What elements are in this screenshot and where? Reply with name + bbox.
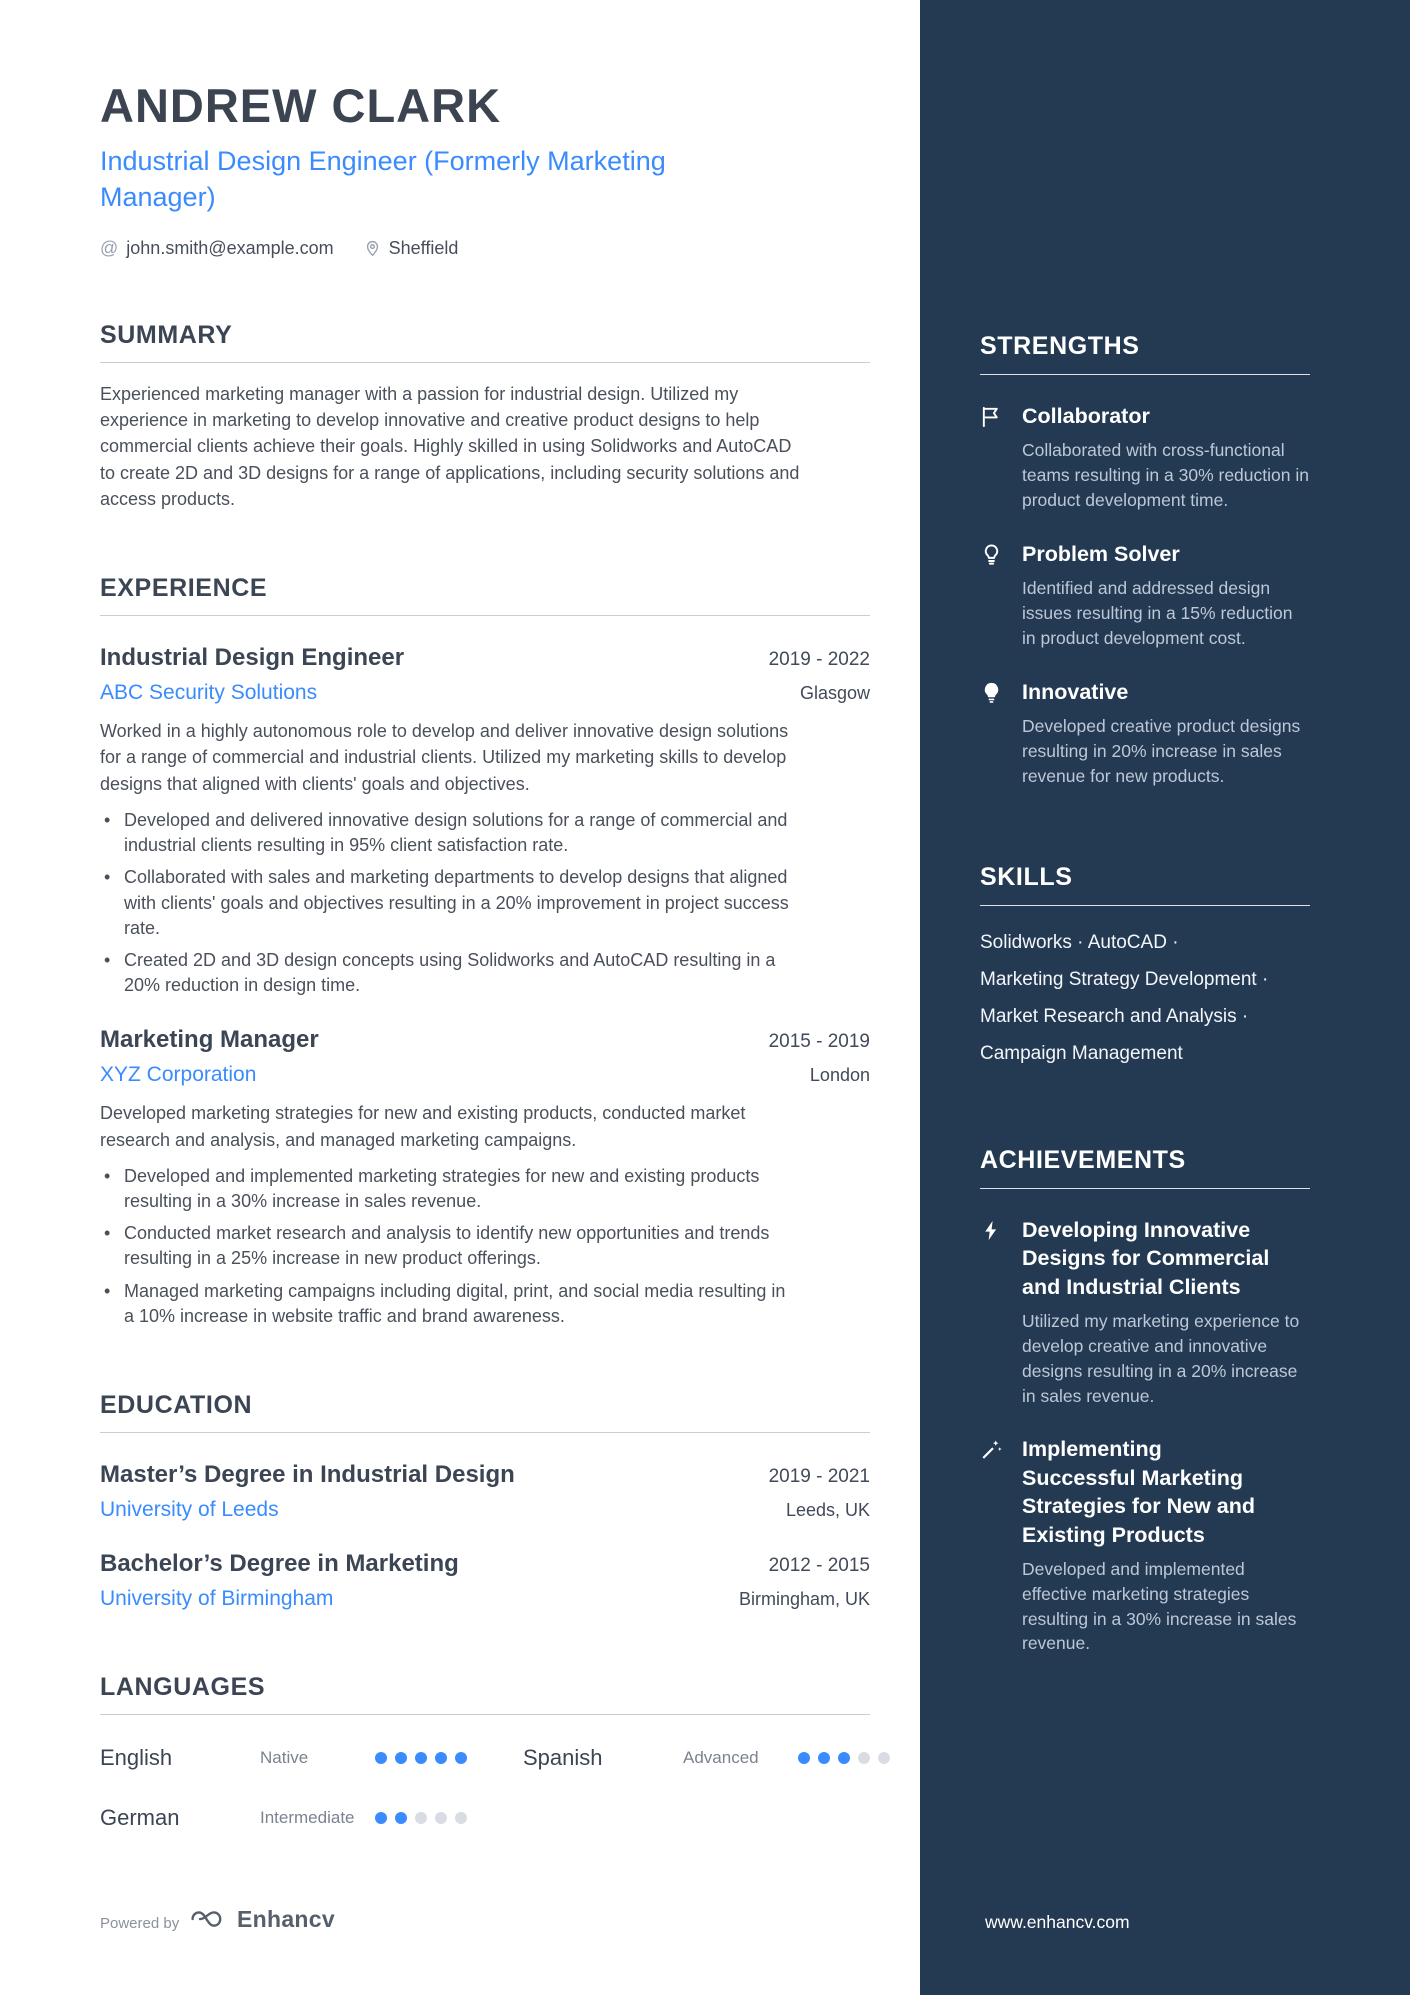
school-link[interactable]: University of Birmingham (100, 1586, 334, 1610)
at-icon: @ (100, 237, 119, 258)
strength-text: Collaborated with cross-functional teams resulting in a 30% reduction in product development time. (1022, 440, 1309, 511)
achievements-heading: ACHIEVEMENTS (980, 1146, 1310, 1189)
job-dates: 2019 - 2022 (768, 649, 870, 671)
strength-body (1022, 678, 1310, 789)
contact-row (100, 238, 870, 259)
strength-body (1022, 540, 1310, 651)
entry-head (100, 1026, 870, 1054)
innovation-icon (980, 678, 1022, 789)
level-dot (878, 1752, 890, 1764)
summary-text: Experienced marketing manager with a passion for industrial design. Utilized my experience in marketing to develop innovative and creative product designs to help commercial clients achieve their goals. Highly skilled in using Solidworks and AutoCAD to create 2D and 3D designs for a range of applications, including security solutions and access products. (100, 383, 800, 509)
level-dot (435, 1752, 447, 1764)
bolt-icon (980, 1216, 1022, 1409)
language-level: Native (260, 1747, 309, 1767)
achievement-item (980, 1216, 1310, 1409)
level-dot (858, 1752, 870, 1764)
level-dot (435, 1812, 447, 1824)
level-dot (395, 1812, 407, 1824)
achievement-text: Developed and implemented effective marketing strategies resulting in a 30% increase in sales revenue. (1022, 1558, 1297, 1654)
achievements-section (980, 1146, 1310, 1656)
skill-item: Market Research and Analysis · (980, 1005, 1249, 1027)
footer (0, 1906, 1410, 1940)
skill-item: Marketing Strategy Development · (980, 968, 1269, 990)
strength-item (980, 402, 1310, 513)
level-dot (415, 1812, 427, 1824)
lightbulb-icon (980, 540, 1022, 651)
skill-item: AutoCAD · (1087, 931, 1179, 953)
headline-title: Industrial Design Engineer (Formerly Marketing Manager) (100, 146, 666, 213)
summary-section (100, 321, 870, 512)
sidebar-content (920, 0, 1410, 1656)
education-entry (100, 1550, 870, 1611)
company-link[interactable]: ABC Security Solutions (100, 681, 318, 705)
language-name: English (100, 1744, 173, 1770)
email[interactable] (100, 238, 334, 259)
strength-title: Collaborator (1022, 404, 1150, 428)
header (100, 78, 870, 259)
language-name: Spanish (523, 1744, 603, 1770)
achievement-body (1022, 1435, 1310, 1656)
experience-section (100, 574, 870, 1329)
entry-sub (100, 1063, 870, 1087)
entry-head (100, 1461, 870, 1489)
level-dot (838, 1752, 850, 1764)
wand-icon (980, 1435, 1022, 1656)
languages-section (100, 1673, 870, 1831)
education-location: Birmingham, UK (738, 1588, 870, 1609)
job-title: Marketing Manager (100, 1026, 319, 1054)
job-title: Industrial Design Engineer (100, 644, 405, 672)
strength-text: Developed creative product designs resulting in 20% increase in sales revenue for new products. (1022, 716, 1301, 786)
school-link[interactable]: University of Leeds (100, 1497, 279, 1521)
location-text: Sheffield (388, 237, 459, 258)
strengths-section (980, 332, 1310, 789)
skill-item: Campaign Management (980, 1042, 1183, 1064)
skills-heading: SKILLS (980, 863, 1310, 906)
bullet: • Managed marketing campaigns including digital, print, and social media resulting in a 10% increase in website traffic and brand awareness. (100, 1279, 800, 1329)
enhancv-logo-text: Enhancv (237, 1906, 335, 1932)
education-dates: 2012 - 2015 (768, 1554, 870, 1576)
sidebar (920, 0, 1410, 1995)
language-item (100, 1745, 467, 1771)
bullet: • Developed and delivered innovative design solutions for a range of commercial and industrial clients resulting in 95% client satisfaction rate. (100, 808, 800, 858)
entry-head (100, 644, 870, 672)
level-dot (455, 1752, 467, 1764)
education-section (100, 1391, 870, 1611)
languages-heading: LANGUAGES (100, 1673, 870, 1715)
entry-sub (100, 1498, 870, 1522)
email-text: john.smith@example.com (126, 237, 334, 258)
level-dot (375, 1812, 387, 1824)
job-description: Developed marketing strategies for new and existing products, conducted market research and analysis, and managed marketing campaigns. (100, 1103, 746, 1150)
level-dot (395, 1752, 407, 1764)
job-bullets (100, 808, 800, 998)
entry-sub (100, 681, 870, 705)
language-item (100, 1805, 467, 1831)
achievement-item (980, 1435, 1310, 1656)
language-level: Intermediate (260, 1807, 355, 1827)
job-dates: 2015 - 2019 (768, 1031, 870, 1053)
level-dot (455, 1812, 467, 1824)
level-dot (415, 1752, 427, 1764)
language-dots (375, 1812, 467, 1824)
job-description: Worked in a highly autonomous role to develop and deliver innovative design solutions for a range of commercial and industrial clients. Utilized my marketing skills to develop designs that aligned with clients' goals and objectives. (100, 721, 789, 794)
language-level: Advanced (683, 1747, 759, 1767)
experience-entry (100, 1026, 870, 1329)
languages-grid (100, 1745, 870, 1831)
education-heading: EDUCATION (100, 1391, 870, 1433)
location (364, 238, 459, 259)
achievement-body (1022, 1216, 1310, 1409)
education-entry (100, 1461, 870, 1522)
bullet: • Conducted market research and analysis to identify new opportunities and trends resulting in a 25% increase in new product offerings. (100, 1221, 800, 1271)
level-dot (798, 1752, 810, 1764)
degree-title: Bachelor’s Degree in Marketing (100, 1549, 459, 1577)
strength-item (980, 540, 1310, 651)
summary-heading: SUMMARY (100, 321, 870, 363)
bullet: • Created 2D and 3D design concepts using Solidworks and AutoCAD resulting in a 20% reduction in design time. (100, 948, 800, 998)
language-name: German (100, 1804, 180, 1830)
enhancv-url[interactable]: www.enhancv.com (985, 1912, 1130, 1932)
strengths-heading: STRENGTHS (980, 332, 1310, 375)
bullet: • Collaborated with sales and marketing departments to develop designs that aligned with clients' goals and objectives resulting in a 20% improvement in project success rate. (100, 865, 800, 941)
language-dots (375, 1752, 467, 1764)
powered-by-label: Powered by (100, 1915, 180, 1932)
main-column (100, 78, 870, 1831)
strength-body (1022, 402, 1310, 513)
experience-entry (100, 644, 870, 998)
experience-heading: EXPERIENCE (100, 574, 870, 616)
skill-item: Solidworks · (980, 931, 1084, 953)
job-bullets (100, 1164, 800, 1329)
level-dot (375, 1752, 387, 1764)
education-dates: 2019 - 2021 (768, 1465, 870, 1487)
enhancv-logo-icon (188, 1908, 228, 1932)
enhancv-logo (188, 1906, 335, 1933)
level-dot (818, 1752, 830, 1764)
language-item (523, 1745, 890, 1771)
candidate-name: ANDREW CLARK (100, 79, 502, 132)
strength-title: Innovative (1022, 679, 1129, 704)
job-location: Glasgow (799, 683, 870, 704)
skills-list (980, 924, 1310, 1072)
skills-section (980, 863, 1310, 1072)
bullet: • Developed and implemented marketing strategies for new and existing products resulting in a 30% increase in sales revenue. (100, 1164, 800, 1214)
language-dots (798, 1752, 890, 1764)
degree-title: Master’s Degree in Industrial Design (100, 1460, 515, 1488)
location-pin-icon (364, 240, 381, 257)
achievement-text: Utilized my marketing experience to develop creative and innovative designs resulting in a 20% increase in sales revenue. (1022, 1311, 1300, 1406)
company-link[interactable]: XYZ Corporation (100, 1063, 257, 1087)
achievement-title: Developing Innovative Designs for Commercial and Industrial Clients (1022, 1217, 1270, 1299)
entry-sub (100, 1587, 870, 1611)
strength-item (980, 678, 1310, 789)
achievement-title: Implementing Successful Marketing Strategies for New and Existing Products (1022, 1437, 1255, 1547)
strength-text: Identified and addressed design issues resulting in a 15% reduction in product development cost. (1022, 578, 1293, 648)
job-location: London (809, 1065, 870, 1086)
education-location: Leeds, UK (785, 1499, 870, 1520)
entry-head (100, 1550, 870, 1578)
strength-title: Problem Solver (1022, 541, 1180, 566)
flag-icon (980, 402, 1022, 513)
